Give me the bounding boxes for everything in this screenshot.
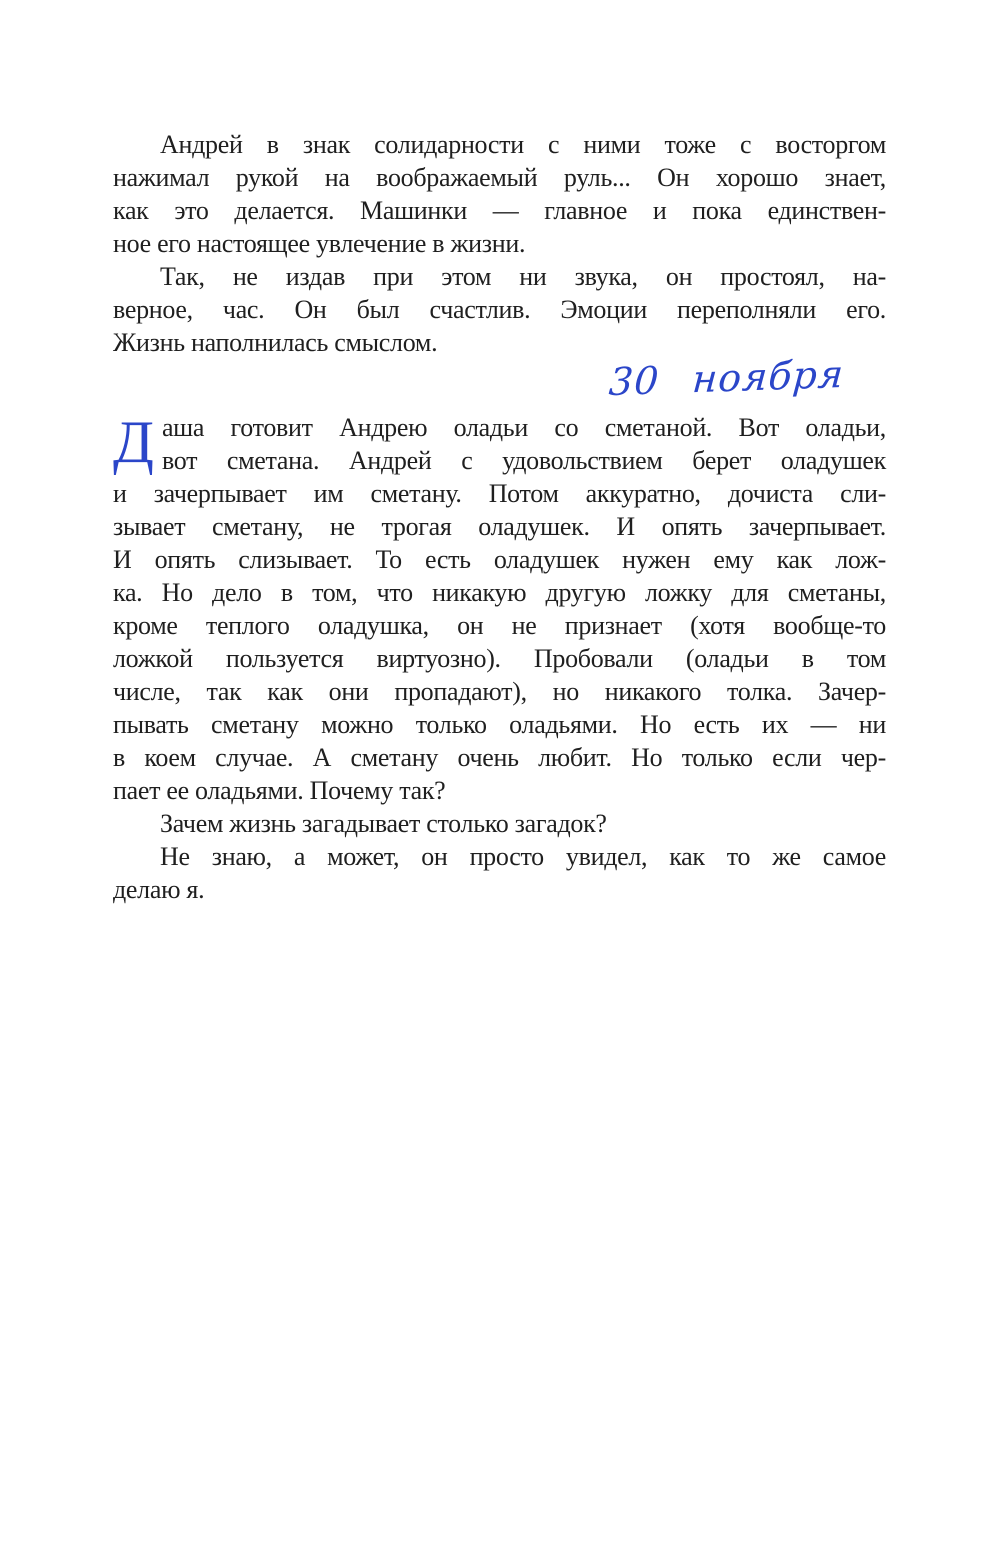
- text-line: пает ее оладьями. Почему так?: [113, 776, 446, 805]
- paragraph: [113, 260, 886, 359]
- text-line: Жизнь наполнилась смыслом.: [113, 328, 438, 357]
- text-line: Так, не издав при этом ни звука, он простоял, на-: [160, 262, 886, 291]
- text-column: [113, 128, 886, 906]
- text-line: И опять слизывает. То есть оладушек нужен ему как лож-: [113, 545, 886, 574]
- text-line: ка. Но дело в том, что никакую другую ложку для сметаны,: [113, 578, 886, 607]
- paragraph: [113, 807, 886, 840]
- text-line: Зачем жизнь загадывает столько загадок?: [160, 809, 607, 838]
- text-line: зывает сметану, не трогая оладушек. И опять зачерпывает.: [113, 512, 886, 541]
- text-line: пывать сметану можно только оладьями. Но есть их — ни: [113, 710, 886, 739]
- paragraph: [113, 411, 886, 807]
- text-line: и зачерпывает им сметану. Потом аккуратно, дочиста сли-: [113, 479, 886, 508]
- text-line: верное, час. Он был счастлив. Эмоции переполняли его.: [113, 295, 886, 324]
- handwritten-date: 30 ноября: [607, 351, 846, 405]
- text-line: вот сметана. Андрей с удовольствием берет оладушек: [161, 446, 886, 475]
- text-line: ное его настоящее увлечение в жизни.: [113, 229, 526, 258]
- text-line: Не знаю, а может, он просто увидел, как то же самое: [160, 842, 886, 871]
- text-line: как это делается. Машинки — главное и пока единствен-: [113, 196, 886, 225]
- text-line: кроме теплого оладушка, он не признает (хотя вообще-то: [113, 611, 886, 640]
- text-line: аша готовит Андрею оладьи со сметаной. Вот оладьи,: [161, 413, 886, 442]
- drop-cap: Д: [113, 409, 154, 475]
- text-line: ложкой пользуется виртуозно). Пробовали (оладьи в том: [113, 644, 886, 673]
- text-line: числе, так как они пропадают), но никакого толка. Зачер-: [113, 677, 886, 706]
- paragraph: [113, 840, 886, 906]
- text-line: в коем случае. А сметану очень любит. Но только если чер-: [113, 743, 886, 772]
- handwritten-date-block: [113, 353, 886, 407]
- text-line: Андрей в знак солидарности с ними тоже с восторгом: [160, 130, 886, 159]
- text-line: нажимал рукой на воображаемый руль... Он хорошо знает,: [113, 163, 886, 192]
- text-line: делаю я.: [113, 875, 205, 904]
- paragraph: [113, 128, 886, 260]
